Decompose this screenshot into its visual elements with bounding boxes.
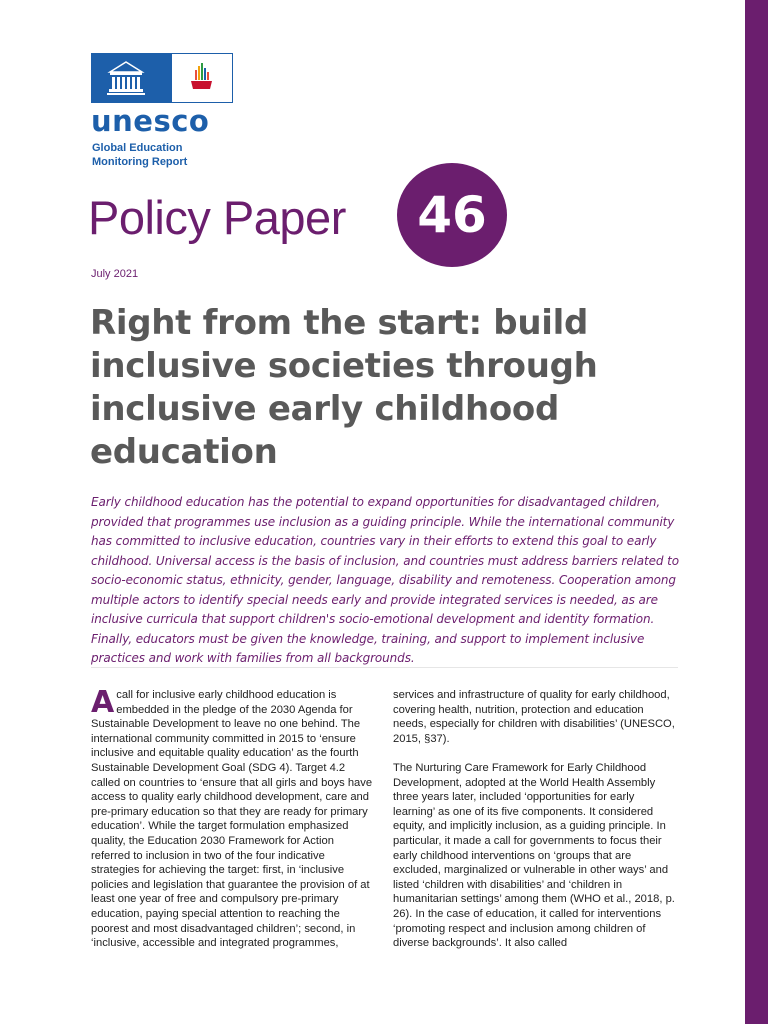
report-name — [92, 141, 187, 169]
body-column-left — [91, 685, 374, 965]
logo-block — [91, 53, 233, 103]
temple-icon — [92, 54, 172, 102]
unesco-temple-logo — [92, 54, 172, 102]
body-column-right — [393, 688, 678, 965]
report-name-line1: Global Education — [92, 142, 183, 154]
divider — [91, 667, 678, 668]
drop-cap: A — [91, 685, 115, 720]
body-paragraph — [91, 685, 374, 951]
paper-number-badge: 46 — [397, 163, 507, 267]
purple-side-band — [745, 0, 768, 1024]
body-paragraph: services and infrastructure of quality for early childhood, covering health, nutrition, protection and education needs, especially for children with disabilities’ (UNESCO, 2015, §37). — [393, 689, 675, 745]
body-paragraph: The Nurturing Care Framework for Early Childhood Development, adopted at the World Health Assembly three years later, included ‘opportunities for early learning’ as one of its five components. It considered equity, and implicitly inclusion, as a guiding principle. In particular, it made a call for governments to focus their early childhood interventions on ‘groups that are excluded, marginalized or vulnerable in other ways’ and listed ‘children with disabilities’ and ‘children in humanitarian settings’ among them (WHO et al., 2018, p. 26). In the case of education, it called for interventions ‘promoting respect and inclusion among children of diverse backgrounds’. It also called — [393, 761, 675, 950]
report-name-line2: Monitoring Report — [92, 156, 188, 168]
page-title: Right from the start: build inclusive societies through inclusive early childhood education — [90, 303, 598, 472]
gem-report-logo — [172, 54, 232, 102]
bar-chart-icon — [172, 54, 230, 102]
body-text: call for inclusive early childhood education is embedded in the pledge of the 2030 Agenda for Sustainable Development to leave no one behind. The international community committed in 2015 to ‘ensure inclusive and equitable quality education’ as the fourth Sustainable Development Goal (SDG 4). Target 4.2 called on countries to ‘ensure that all girls and boys have access to quality early childhood development, care and pre-primary education so that they are ready for primary education’. While the target formulation emphasized quality, the Education 2030 Framework for Action referred to inclusion in two of the four indicative strategies for achieving the target: first, in ‘inclusive policies and legislation that guarantee the provision of at least one year of free and compulsory pre-primary education, paying special attention to reaching the poorest and most disadvantaged children’; second, in ‘inclusive, accessible and integrated programmes, — [91, 689, 373, 950]
publication-date: July 2021 — [91, 268, 139, 280]
series-label: Policy Paper — [88, 191, 346, 244]
unesco-wordmark: unesco — [91, 104, 210, 138]
abstract: Early childhood education has the potential to expand opportunities for disadvantaged children, provided that programmes use inclusion as a guiding principle. While the international community has committed to inclusive education, countries vary in their efforts to extend this goal to early childhood. Universal access is the basis of inclusion, and countries must address barriers related to socio-economic status, ethnicity, gender, language, disability and remoteness. Cooperation among multiple actors to identify special needs early and provide integrated services is needed, as are inclusive curricula that support children's socio-emotional development and identity formation. Finally, educators must be given the knowledge, training, and support to implement inclusive practices and work with families from all backgrounds. — [91, 495, 679, 665]
